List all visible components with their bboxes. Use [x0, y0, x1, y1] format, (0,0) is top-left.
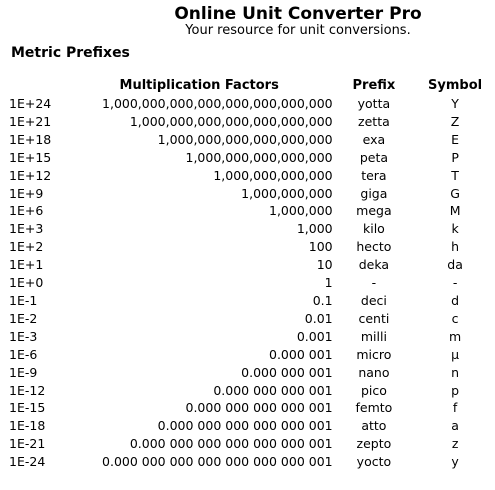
power-cell: 1E-15 — [9, 400, 46, 416]
symbol-cell: d — [451, 292, 460, 308]
table-row — [9, 453, 495, 471]
power-cell: 1E-24 — [9, 454, 46, 470]
factor-column-header: Multiplication Factors — [119, 78, 279, 93]
factor-cell: 1,000,000,000,000,000,000,000 — [129, 113, 333, 129]
factor-cell: 0.1 — [312, 292, 333, 308]
table-row — [9, 256, 495, 274]
table-row — [9, 113, 495, 131]
symbol-cell: z — [451, 436, 459, 452]
section-heading: Metric Prefixes — [11, 45, 130, 61]
table-row — [9, 346, 495, 364]
symbol-cell: p — [451, 382, 460, 398]
factor-cell: 1,000,000,000,000 — [213, 167, 333, 183]
site-title: Online Unit Converter Pro — [174, 4, 422, 24]
factor-cell: 1 — [324, 275, 333, 291]
symbol-cell: μ — [451, 346, 460, 362]
table-row — [9, 185, 495, 203]
power-cell: 1E-21 — [9, 436, 46, 452]
symbol-cell: - — [452, 275, 458, 291]
prefix-cell: zepto — [356, 436, 392, 452]
table-row — [9, 238, 495, 256]
factor-cell: 0.000 000 000 000 000 001 — [157, 418, 333, 434]
table-row — [9, 95, 495, 113]
table-row — [9, 364, 495, 382]
prefix-cell: centi — [358, 310, 390, 326]
power-column-header — [9, 76, 66, 95]
table-row — [9, 399, 495, 417]
symbol-cell: f — [452, 400, 458, 416]
prefix-cell: atto — [361, 418, 387, 434]
power-cell: 1E-9 — [9, 364, 38, 380]
table-row — [9, 167, 495, 185]
factor-cell: 0.000 000 000 000 000 000 000 001 — [102, 454, 333, 470]
power-cell: 1E-6 — [9, 346, 38, 362]
factor-cell: 1,000,000,000,000,000,000,000,000 — [102, 96, 333, 111]
table-row — [9, 131, 495, 149]
factor-cell: 1,000,000,000 — [241, 185, 333, 201]
power-cell: 1E+12 — [9, 167, 52, 183]
table-row — [9, 274, 495, 292]
symbol-cell: T — [451, 167, 459, 183]
prefix-cell: pico — [360, 382, 387, 398]
symbol-cell: G — [450, 185, 460, 201]
factor-cell: 0.000 000 000 000 000 000 001 — [129, 436, 333, 452]
power-cell: 1E+21 — [9, 113, 52, 129]
prefix-cell: deci — [360, 292, 387, 308]
prefix-column-header: Prefix — [352, 78, 396, 93]
symbol-cell: Z — [450, 113, 460, 129]
factor-cell: 0.000 000 001 — [241, 364, 333, 380]
table-row — [9, 202, 495, 220]
power-cell: 1E+24 — [9, 96, 52, 111]
prefix-cell: exa — [362, 131, 386, 147]
table-row — [9, 382, 495, 400]
factor-cell: 0.000 000 000 001 — [213, 382, 333, 398]
power-cell: 1E+0 — [9, 275, 44, 291]
symbol-cell: E — [451, 131, 460, 147]
table-body — [9, 95, 495, 471]
power-cell: 1E+3 — [9, 221, 44, 237]
table-row — [9, 310, 495, 328]
power-cell: 1E-18 — [9, 418, 46, 434]
factor-cell: 1,000,000 — [269, 203, 333, 219]
power-cell: 1E+2 — [9, 239, 44, 255]
symbol-cell: c — [451, 310, 459, 326]
prefix-cell: mega — [356, 203, 392, 219]
prefix-cell: giga — [360, 185, 388, 201]
symbol-cell: M — [449, 203, 461, 219]
power-cell: 1E+1 — [9, 257, 44, 273]
factor-cell: 1,000,000,000,000,000,000 — [157, 131, 333, 147]
prefix-cell: nano — [358, 364, 390, 380]
symbol-cell: m — [449, 328, 462, 344]
prefix-cell: zetta — [358, 113, 390, 129]
metric-prefix-table — [9, 76, 495, 471]
symbol-cell: a — [451, 418, 459, 434]
prefix-cell: tera — [361, 167, 387, 183]
symbol-column-header: Symbol — [428, 78, 483, 93]
power-cell: 1E-3 — [9, 328, 38, 344]
prefix-cell: micro — [356, 346, 392, 362]
prefix-cell: yocto — [356, 454, 392, 470]
power-cell: 1E+6 — [9, 203, 44, 219]
table-row — [9, 417, 495, 435]
symbol-cell: da — [447, 257, 463, 273]
symbol-cell: h — [451, 239, 460, 255]
power-cell: 1E+15 — [9, 149, 52, 165]
factor-cell: 0.000 001 — [269, 346, 333, 362]
factor-cell: 10 — [316, 257, 333, 273]
power-cell: 1E+18 — [9, 131, 52, 147]
factor-cell: 1,000 — [296, 221, 333, 237]
table-row — [9, 149, 495, 167]
prefix-cell: - — [371, 275, 377, 291]
factor-cell: 0.000 000 000 000 001 — [185, 400, 333, 416]
factor-cell: 0.01 — [304, 310, 333, 326]
power-cell: 1E-12 — [9, 382, 46, 398]
prefix-cell: kilo — [362, 221, 385, 237]
table-header-row — [9, 76, 495, 95]
table-row — [9, 292, 495, 310]
symbol-cell: P — [451, 149, 459, 165]
prefix-cell: yotta — [357, 96, 391, 111]
prefix-cell: milli — [360, 328, 387, 344]
power-cell: 1E-2 — [9, 310, 38, 326]
table-row — [9, 435, 495, 453]
prefix-cell: femto — [355, 400, 393, 416]
symbol-cell: n — [451, 364, 460, 380]
symbol-cell: k — [451, 221, 459, 237]
factor-cell: 0.001 — [296, 328, 333, 344]
prefix-cell: peta — [359, 149, 388, 165]
site-subtitle: Your resource for unit conversions. — [185, 23, 411, 38]
table-row — [9, 328, 495, 346]
power-cell: 1E+9 — [9, 185, 44, 201]
power-cell: 1E-1 — [9, 292, 38, 308]
prefix-cell: deka — [358, 257, 390, 273]
factor-cell: 1,000,000,000,000,000 — [185, 149, 333, 165]
symbol-cell: Y — [451, 96, 459, 111]
prefix-cell: hecto — [356, 239, 392, 255]
symbol-cell: y — [451, 454, 459, 470]
factor-cell: 100 — [308, 239, 333, 255]
table-row — [9, 220, 495, 238]
